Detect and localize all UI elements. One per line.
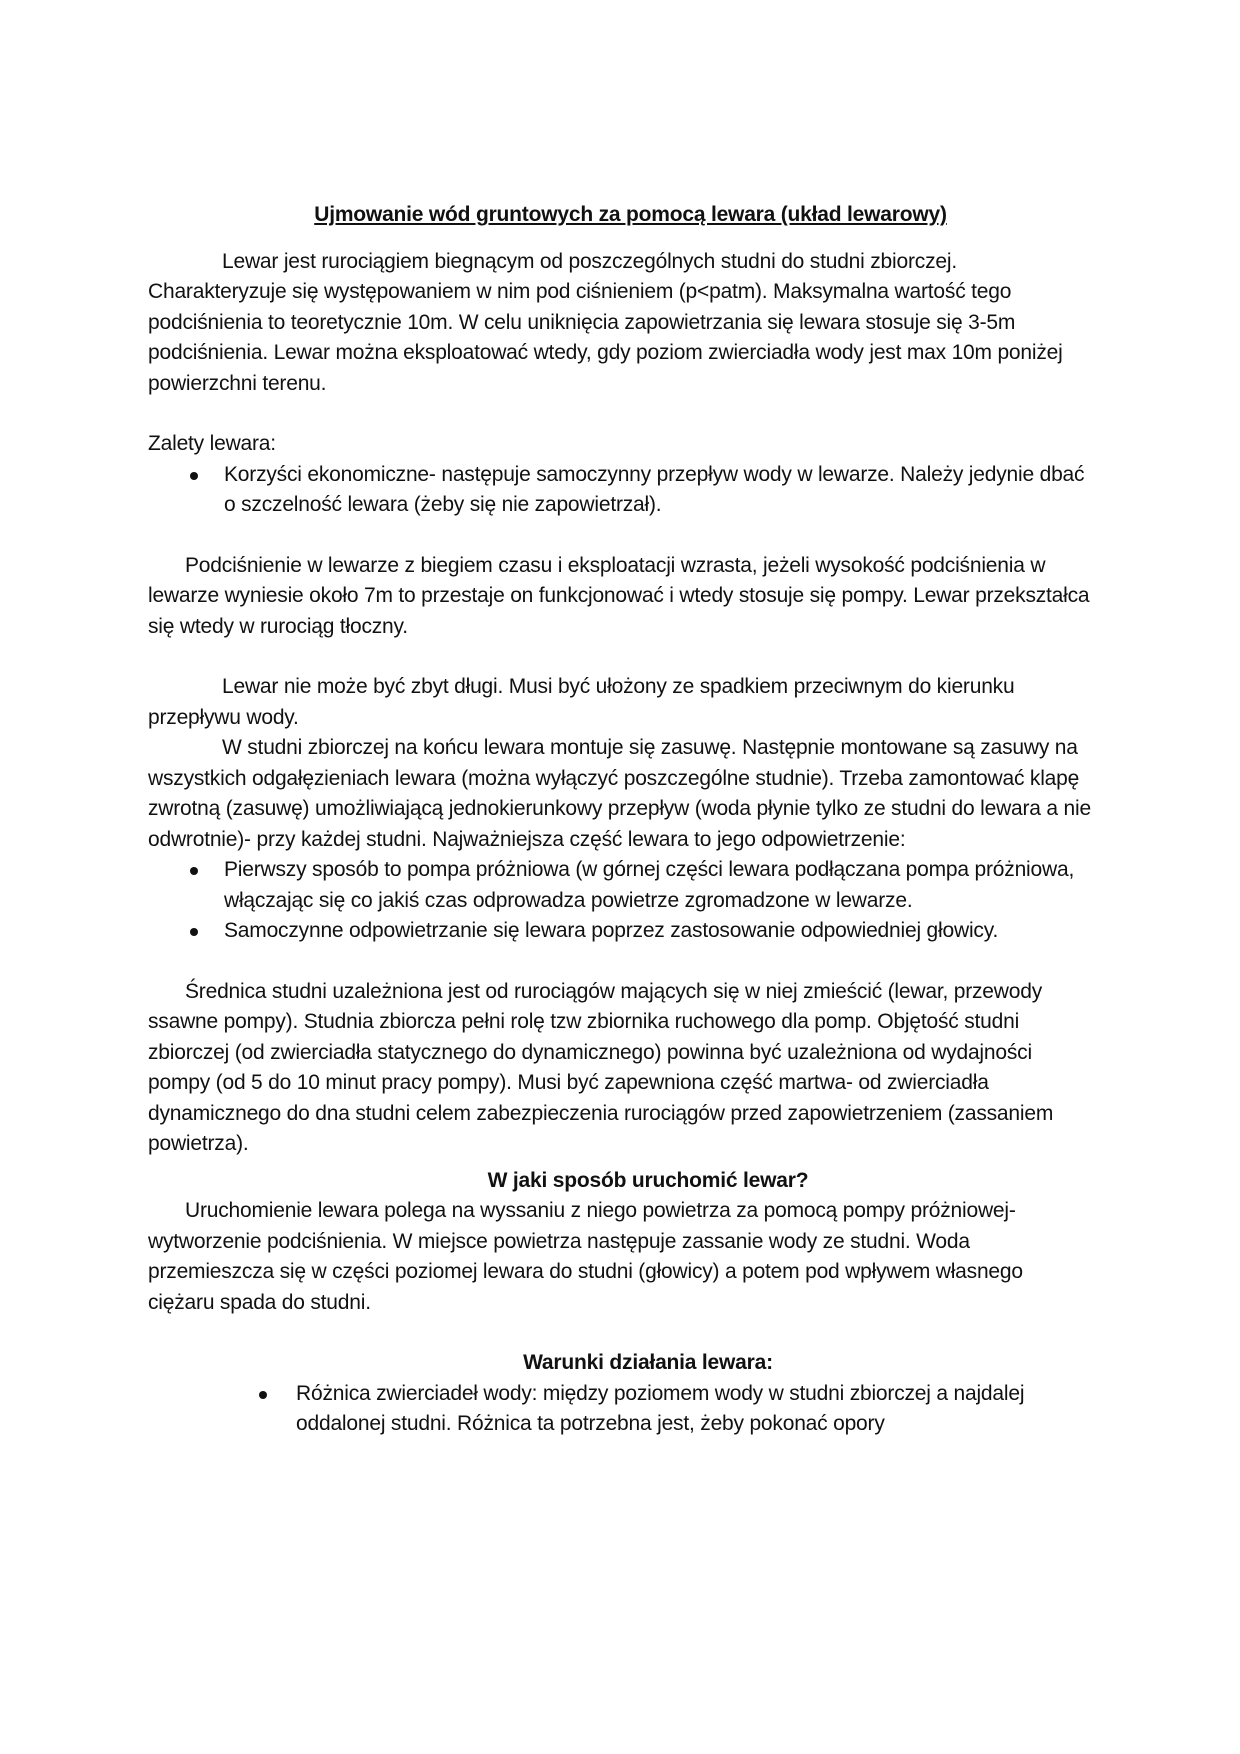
list-item: Korzyści ekonomiczne- następuje samoczynny przepływ wody w lewarze. Należy jedynie dbać o szczelność lewara (żeby się nie zapowietrzał). (148, 460, 1093, 521)
list-item: Pierwszy sposób to pompa próżniowa (w górnej części lewara podłączana pompa próżniowa, włączając się co jakiś czas odprowadza powietrze zgromadzone w lewarze. (148, 855, 1093, 916)
paragraph-start: Uruchomienie lewara polega na wyssaniu z niego powietrza za pomocą pompy próżniowej- wytworzenie podciśnienia. W miejsce powietrza następuje zassanie wody ze studni. Woda przemieszcza się w części poziomej lewara do studni (głowicy) a potem pod wpływem własnego ciężaru spada do studni. (148, 1199, 1023, 1314)
paragraph-intro: Lewar jest rurociągiem biegnącym od poszczególnych studni do studni zbiorczej. Charakteryzuje się występowaniem w nim pod ciśnieniem (p<patm). Maksymalna wartość tego podciśnienia to teoretycznie 10m. W celu uniknięcia zapowietrzania się lewara stosuje się 3-5m podciśnienia. Lewar można eksploatować wtedy, gdy poziom zwierciadła wody jest max 10m poniżej powierzchni terenu. (148, 249, 1063, 395)
advantages-label: Zalety lewara: (148, 432, 276, 455)
paragraph-vacuum: Podciśnienie w lewarze z biegiem czasu i eksploatacji wzrasta, jeżeli wysokość podciśnienia w lewarze wyniesie około 7m to przestaje on funkcjonować i wtedy stosuje się pompy. Lewar przekształca się wtedy w rurociąg tłoczny. (148, 553, 1090, 638)
paragraph-diameter: Średnica studni uzależniona jest od rurociągów mających się w niej zmieścić (lewar, przewody ssawne pompy). Studnia zbiorcza pełni rolę tzw zbiornika ruchowego dla pomp. Objętość studni zbiorczej (od zwierciadła statycznego do dynamicznego) powinna być uzależniona od wydajności pompy (od 5 do 10 minut pracy pompy). Musi być zapewniona część martwa- od zwierciadła dynamicznego do dna studni celem zabezpieczenia rurociągów przed zapowietrzeniem (zassaniem powietrza). (148, 979, 1054, 1155)
paragraph-length: Lewar nie może być zbyt długi. Musi być ułożony ze spadkiem przeciwnym do kierunku przepływu wody. (148, 675, 1015, 729)
conditions-list (148, 1379, 1093, 1440)
list-item: Różnica zwierciadeł wody: między poziomem wody w studni zbiorczej a najdalej oddalonej studni. Różnica ta potrzebna jest, żeby pokonać opory (148, 1379, 1093, 1440)
paragraph-collector: W studni zbiorczej na końcu lewara montuje się zasuwę. Następnie montowane są zasuwy na wszystkich odgałęzieniach lewara (można wyłączyć poszczególne studnie). Trzeba zamontować klapę zwrotną (zasuwę) umożliwiającą jednokierunkowy przepływ (woda płynie tylko ze studni do lewara a nie odwrotnie)- przy każdej studni. Najważniejsza część lewara to jego odpowietrzenie: (148, 736, 1091, 851)
heading-start: W jaki sposób uruchomić lewar? (487, 1168, 809, 1192)
document-page (148, 200, 1093, 1440)
venting-list (148, 855, 1093, 947)
advantages-list (148, 460, 1093, 521)
document-title: Ujmowanie wód gruntowych za pomocą lewara (układ lewarowy) (314, 203, 947, 226)
heading-conditions: Warunki działania lewara: (523, 1351, 773, 1374)
list-item: Samoczynne odpowietrzanie się lewara poprzez zastosowanie odpowiedniej głowicy. (148, 916, 1093, 947)
